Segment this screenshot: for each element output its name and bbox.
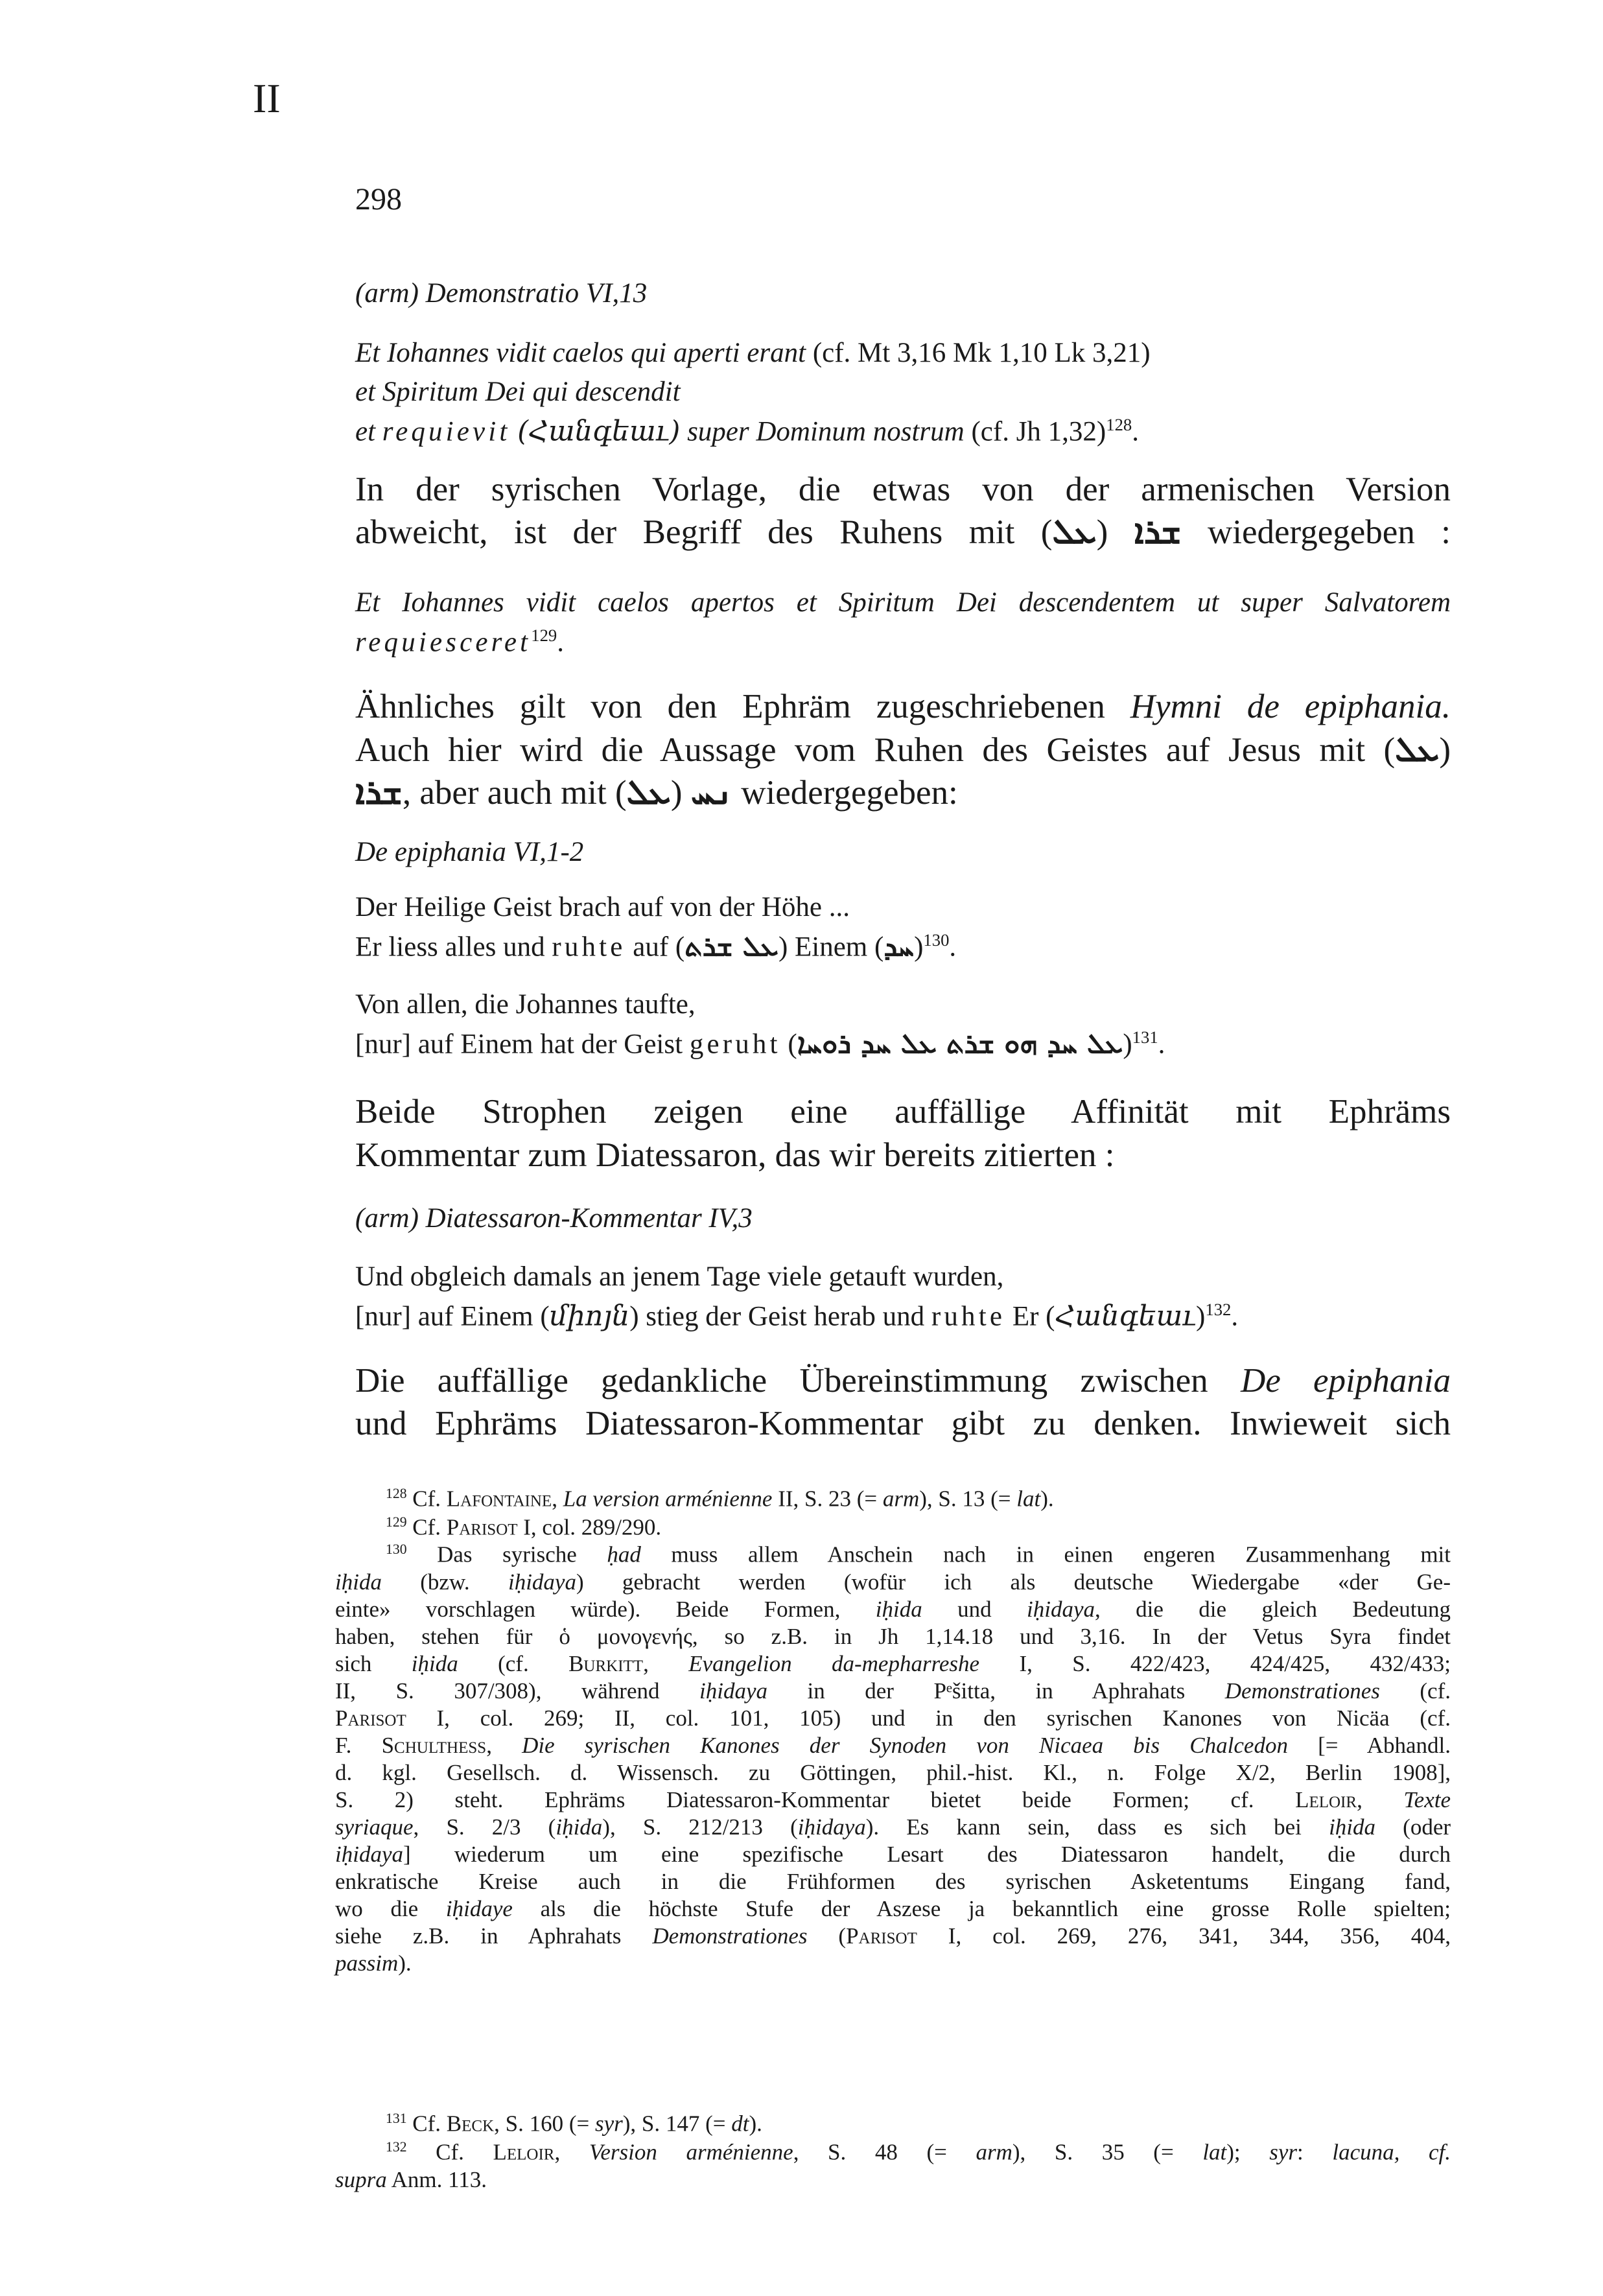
text: , S. 160 (= <box>494 2111 595 2137</box>
footnote-ref: 130 <box>923 930 950 950</box>
abbr: arm <box>882 1486 920 1512</box>
text: einte» vorschlagen würde). Beide Formen, <box>335 1596 876 1622</box>
syriac-word: ܫܪܐ <box>1134 512 1182 552</box>
text: Er ( <box>1005 1301 1055 1332</box>
body-line: In der syrischen Vorlage, die etwas von der armenischen Version <box>355 471 1451 508</box>
text: II, S. 307/308), während <box>335 1678 700 1704</box>
period: . <box>557 627 564 658</box>
quote-line <box>355 1300 1238 1332</box>
term: iḥidaya <box>797 1814 866 1840</box>
text: ) Einem ( <box>778 931 884 963</box>
text: [nur] auf Einem ( <box>355 1301 550 1332</box>
fn-line <box>335 1923 1451 1950</box>
title: Demonstrationes <box>1224 1678 1380 1704</box>
text: ] wiederum um eine spezifische Lesart des Diatessaron handelt, die durch <box>403 1841 1451 1867</box>
text: I, col. 269; II, col. 101, 105) und in den syrischen Kanones von Nicäa (cf. <box>406 1705 1451 1731</box>
footnote-ref: 132 <box>1205 1300 1232 1319</box>
body-line <box>355 512 1451 552</box>
fn-line: d. kgl. Gesellsch. d. Wissensch. zu Göttingen, phil.-hist. Kl., n. Folge X/2, Berlin 1908], <box>335 1759 1451 1785</box>
text: Cf. <box>406 1486 447 1512</box>
body-line <box>355 773 958 813</box>
fn-line <box>335 1536 1451 1569</box>
text: muss allem Anschein nach in einen engeren Zusammenhang mit <box>640 1541 1451 1567</box>
title: Die syrischen Kanones der Synoden von Nicaea bis Chalcedon <box>522 1732 1288 1758</box>
syriac-phrase: ܥܠ ܚܕ ܗܘ ܫܪܬ ܥܠ ܚܕ ܪܘܚܐ <box>797 1027 1123 1060</box>
quote-line <box>355 626 564 658</box>
text: , <box>643 1650 689 1676</box>
text: S. 2) steht. Ephräms Diatessaron-Kommentar bietet beide Formen; cf. <box>335 1786 1296 1812</box>
author: Leloir <box>493 2139 555 2165</box>
author: Lafontaine <box>446 1486 552 1512</box>
fn-line <box>335 1732 1451 1759</box>
term: ḥad <box>607 1541 641 1567</box>
reference: (cf. Jh 1,32) <box>964 416 1106 447</box>
author: Leloir <box>1295 1786 1357 1812</box>
text: ) <box>1096 513 1134 551</box>
quote-heading: (arm) Diatessaron-Kommentar IV,3 <box>355 1203 753 1234</box>
text: , <box>1357 1786 1404 1812</box>
text: ) <box>1196 1301 1206 1332</box>
period: . <box>1231 1301 1239 1332</box>
fn-line <box>335 1650 1451 1678</box>
text: I, col. 269, 276, 341, 344, 356, 404, <box>917 1923 1451 1949</box>
spaced-word: requievit <box>382 416 511 447</box>
section-mark: II <box>253 75 281 121</box>
verse-line: Der Heilige Geist brach auf von der Höhe ... <box>355 892 850 922</box>
term: iḥida <box>875 1596 922 1622</box>
page-number: 298 <box>355 182 402 217</box>
body-line <box>355 687 1451 726</box>
fn-line: enkratische Kreise auch in die Frühformen des syrischen Asketentums Eingang fand, <box>335 1868 1451 1894</box>
footnote-number: 130 <box>386 1541 407 1557</box>
armenian-word: միոյն <box>549 1300 630 1333</box>
text: ), S. 13 (= <box>919 1486 1017 1512</box>
text: ) <box>670 774 691 812</box>
text: : <box>1297 2139 1333 2165</box>
author: Burkitt <box>568 1650 644 1676</box>
quote-line: Und obgleich damals an jenem Tage viele getauft wurden, <box>355 1261 1004 1292</box>
armenian-word: (Հանգեաւ) <box>517 415 681 448</box>
term: iḥidaya <box>335 1841 403 1867</box>
title: Demonstrationes <box>652 1923 808 1949</box>
quote-line <box>355 337 1151 369</box>
text: , die die gleich Bedeutung <box>1094 1596 1451 1622</box>
text: ) <box>1123 1029 1132 1060</box>
syriac-word: ܚܕ <box>883 930 915 963</box>
verse-line: Von allen, die Johannes taufte, <box>355 989 696 1020</box>
latin-text: et <box>355 416 382 447</box>
text: Das syrische <box>406 1541 607 1567</box>
footnote-number: 128 <box>386 1486 407 1501</box>
text: ) gebracht werden (wofür ich als deutsche Wiedergabe «der Ge- <box>576 1569 1451 1595</box>
fn-line <box>335 1786 1451 1814</box>
period: . <box>1158 1029 1165 1060</box>
footnote-ref: 129 <box>531 626 557 645</box>
fn-line <box>335 1841 1451 1868</box>
text: Cf. <box>406 2139 493 2165</box>
text: abweicht, ist der Begriff des Ruhens mit ( <box>355 513 1053 551</box>
text: ) <box>1439 731 1451 769</box>
syriac-word: ܥܠ <box>1052 512 1097 552</box>
verse-line <box>355 1027 1165 1060</box>
text: [nur] auf Einem hat der Geist <box>355 1029 690 1060</box>
abbr: dt <box>731 2111 749 2137</box>
text: [= Abhandl. <box>1287 1732 1451 1758</box>
title-italic: Hymni de epiphania. <box>1130 688 1451 725</box>
text: siehe z.B. in Aphrahats <box>335 1923 653 1949</box>
abbr: syr <box>1269 2139 1298 2165</box>
text: ( <box>780 1029 797 1060</box>
author: Parisot <box>446 1514 518 1540</box>
text: Die auffällige gedankliche Übereinstimmung zwischen <box>355 1362 1241 1400</box>
text: Cf. <box>406 1514 447 1540</box>
latin-text: Et Iohannes vidit caelos qui aperti erant <box>355 338 806 368</box>
body-line: und Ephräms Diatessaron-Kommentar gibt zu denken. Inwieweit sich <box>355 1405 1451 1442</box>
fn-line <box>335 2166 1451 2194</box>
fn-line <box>335 1950 1451 1977</box>
spaced-word: requiesceret <box>355 627 532 658</box>
spaced-word: ruhte <box>552 931 626 963</box>
text: sich <box>335 1650 412 1676</box>
text: II, S. 23 (= <box>772 1486 883 1512</box>
text: wo die <box>335 1895 446 1921</box>
text: als die höchste Stufe der Aszese ja bekanntlich eine grosse Rolle spielten; <box>512 1895 1451 1921</box>
text: , <box>486 1732 522 1758</box>
term: iḥidaya <box>699 1678 767 1704</box>
text: ) stieg der Geist herab und <box>629 1301 931 1332</box>
quote-line <box>355 415 1139 447</box>
footnote-number: 132 <box>386 2139 407 2155</box>
fn-line <box>335 1678 1451 1705</box>
text: , S. 2/3 ( <box>413 1814 556 1840</box>
author: Parisot <box>846 1923 917 1949</box>
quote-line: Et Iohannes vidit caelos apertos et Spiritum Dei descendentem ut super Salvatorem <box>355 587 1451 618</box>
text: , aber auch mit ( <box>402 774 627 812</box>
text: wiedergegeben : <box>1181 513 1451 551</box>
abbr: syr <box>595 2111 623 2137</box>
fn-line <box>335 1569 1451 1596</box>
body-line <box>355 730 1451 770</box>
term: iḥida <box>556 1814 603 1840</box>
period: . <box>1132 416 1139 447</box>
syriac-word: ܢܚ <box>690 773 732 812</box>
abbr: lat <box>1202 2139 1227 2165</box>
fn-line <box>335 1705 1451 1732</box>
quote-heading: De epiphania VI,1-2 <box>355 837 584 867</box>
term: iḥida <box>1329 1814 1376 1840</box>
term: supra <box>335 2166 387 2192</box>
text: wiedergegeben: <box>732 774 958 812</box>
quote-line: et Spiritum Dei qui descendit <box>355 377 681 407</box>
text: ), S. 147 (= <box>622 2111 732 2137</box>
title: Version arménienne <box>589 2139 793 2165</box>
text: ( <box>807 1923 847 1949</box>
term: iḥidaya <box>1027 1596 1095 1622</box>
spaced-word: geruht <box>689 1029 781 1060</box>
syriac-word: ܥܠ <box>1395 730 1440 769</box>
text: , <box>552 1486 563 1512</box>
verse-line <box>355 930 956 963</box>
title: Evangelion da-mepharreshe <box>688 1650 980 1676</box>
text: ) <box>914 931 924 963</box>
text: Ähnliches gilt von den Ephräm zugeschriebenen <box>355 688 1130 725</box>
syriac-word: ܥܠ <box>626 773 671 812</box>
fn-line <box>335 1895 1451 1923</box>
text: (oder <box>1375 1814 1451 1840</box>
author: F. Schulthess <box>335 1732 487 1758</box>
text: Auch hier wird die Aussage vom Ruhen des Geistes auf Jesus mit ( <box>355 731 1396 769</box>
syriac-word: ܥܠ ܫܪܬ <box>684 930 778 963</box>
footnote-number: 131 <box>386 2111 407 2126</box>
fn-line <box>335 1814 1451 1841</box>
body-line: Beide Strophen zeigen eine auffällige Affinität mit Ephräms <box>355 1093 1451 1130</box>
fn-line: haben, stehen für ὁ μονογενής, so z.B. in Jh 1,14.18 und 3,16. In der Vetus Syra findet <box>335 1623 1451 1649</box>
text: (bzw. <box>381 1569 508 1595</box>
text: Er liess alles und <box>355 931 552 963</box>
text: auf ( <box>626 931 685 963</box>
footnote-132 <box>335 2133 1451 2194</box>
syriac-word: ܫܪܐ <box>355 773 403 812</box>
title: syriaque <box>335 1814 414 1840</box>
fn-line <box>335 2133 1451 2166</box>
body-line <box>355 1361 1451 1400</box>
spaced-word: ruhte <box>931 1301 1006 1332</box>
text: , <box>554 2139 589 2165</box>
author: Parisot <box>335 1705 406 1731</box>
latin-text: super Dominum nostrum <box>680 416 965 447</box>
term: iḥida <box>411 1650 458 1676</box>
text: (cf. <box>1379 1678 1451 1704</box>
term: lacuna, cf. <box>1332 2139 1451 2165</box>
text: I, col. 289/290. <box>517 1514 662 1540</box>
text: ). <box>398 1950 412 1976</box>
footnote-number: 129 <box>386 1514 407 1530</box>
text: I, S. 422/423, 424/425, 432/433; <box>979 1650 1451 1676</box>
body-line: Kommentar zum Diatessaron, das wir bereits zitierten : <box>355 1136 1115 1174</box>
term: iḥidaye <box>445 1895 513 1921</box>
text: (cf. <box>458 1650 569 1676</box>
text: ), S. 212/213 ( <box>602 1814 798 1840</box>
title: La version arménienne <box>563 1486 773 1512</box>
text: ). <box>1040 1486 1054 1512</box>
footnote-ref: 131 <box>1132 1027 1158 1047</box>
quote-heading: (arm) Demonstratio VI,13 <box>355 278 648 309</box>
text: und <box>922 1596 1027 1622</box>
period: . <box>949 931 957 963</box>
author: Beck <box>446 2111 495 2137</box>
text: , S. 48 (= <box>793 2139 976 2165</box>
armenian-word: Հանգեաւ <box>1055 1300 1197 1333</box>
term: iḥidaya <box>508 1569 576 1595</box>
term: iḥida <box>335 1569 382 1595</box>
text: Cf. <box>406 2111 447 2137</box>
abbr: arm <box>976 2139 1012 2165</box>
footnote-130 <box>335 1536 1451 1977</box>
fn-line <box>335 1596 1451 1623</box>
reference: (cf. Mt 3,16 Mk 1,10 Lk 3,21) <box>806 338 1151 368</box>
text: Anm. 113. <box>386 2166 487 2192</box>
text: ). Es kann sein, dass es sich bei <box>865 1814 1329 1840</box>
text: ). <box>749 2111 762 2137</box>
text: in der Pᵉšitta, in Aphrahats <box>767 1678 1225 1704</box>
abbr: lat <box>1016 1486 1041 1512</box>
title-italic: De epiphania <box>1240 1362 1451 1400</box>
text: ), S. 35 (= <box>1012 2139 1203 2165</box>
footnote-ref: 128 <box>1106 415 1132 434</box>
term: passim <box>335 1950 399 1976</box>
text: ); <box>1226 2139 1270 2165</box>
title: Texte <box>1403 1786 1451 1812</box>
